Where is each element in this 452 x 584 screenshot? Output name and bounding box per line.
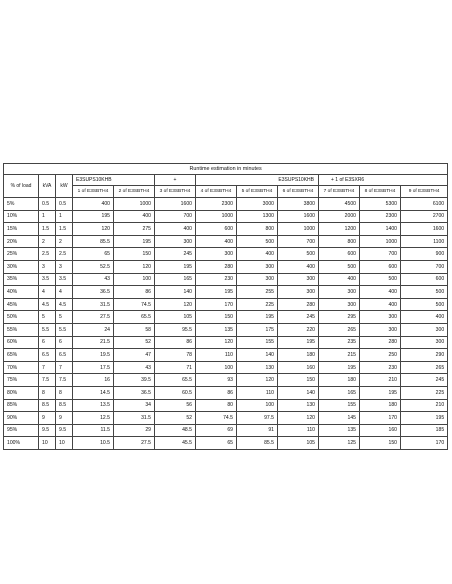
table-row	[4, 248, 448, 261]
runtime-cell: 39.5	[114, 374, 155, 387]
load-cell: 25%	[4, 248, 39, 261]
runtime-cell: 300	[360, 323, 401, 336]
kw-cell: 9	[56, 412, 73, 425]
load-cell: 100%	[4, 437, 39, 450]
runtime-cell: 295	[319, 311, 360, 324]
runtime-cell: 195	[278, 336, 319, 349]
runtime-cell: 500	[278, 248, 319, 261]
runtime-cell: 120	[237, 374, 278, 387]
runtime-cell: 245	[401, 374, 448, 387]
runtime-cell: 80	[196, 399, 237, 412]
kva-cell: 8.5	[39, 399, 56, 412]
kva-cell: 4.5	[39, 298, 56, 311]
load-cell: 75%	[4, 374, 39, 387]
runtime-cell: 150	[360, 437, 401, 450]
runtime-cell: 13.5	[73, 399, 114, 412]
table-row	[4, 336, 448, 349]
group-plus: +	[155, 175, 196, 186]
runtime-cell: 195	[155, 260, 196, 273]
runtime-cell: 24	[73, 323, 114, 336]
runtime-cell: 60.5	[155, 386, 196, 399]
runtime-cell: 48.5	[155, 424, 196, 437]
table-row	[4, 210, 448, 223]
runtime-cell: 69	[196, 424, 237, 437]
runtime-table	[3, 163, 448, 450]
runtime-cell: 1000	[196, 210, 237, 223]
kw-cell: 6	[56, 336, 73, 349]
runtime-cell: 280	[278, 298, 319, 311]
runtime-cell: 110	[196, 349, 237, 362]
runtime-cell: 300	[360, 311, 401, 324]
runtime-cell: 65	[196, 437, 237, 450]
runtime-cell: 600	[196, 223, 237, 236]
sub-header: 3 of E3SBTH4	[155, 186, 196, 198]
kw-cell: 0.5	[56, 198, 73, 211]
runtime-cell: 43	[114, 361, 155, 374]
sub-header: 4 of E3SBTH4	[196, 186, 237, 198]
runtime-cell: 93	[196, 374, 237, 387]
runtime-cell: 120	[196, 336, 237, 349]
runtime-cell: 220	[278, 323, 319, 336]
load-cell: 30%	[4, 260, 39, 273]
runtime-cell: 52.5	[73, 260, 114, 273]
kw-cell: 2.5	[56, 248, 73, 261]
runtime-cell: 180	[319, 374, 360, 387]
kva-cell: 7	[39, 361, 56, 374]
sub-header: 7 of E3SBTH4	[319, 186, 360, 198]
sub-header: 6 of E3SBTH4	[278, 186, 319, 198]
runtime-cell: 300	[278, 273, 319, 286]
load-cell: 5%	[4, 198, 39, 211]
runtime-cell: 100	[237, 399, 278, 412]
table-row	[4, 399, 448, 412]
runtime-cell: 265	[401, 361, 448, 374]
runtime-cell: 195	[114, 235, 155, 248]
runtime-cell: 155	[319, 399, 360, 412]
kw-cell: 5	[56, 311, 73, 324]
table-row	[4, 298, 448, 311]
runtime-cell: 175	[237, 323, 278, 336]
runtime-cell: 170	[360, 412, 401, 425]
runtime-cell: 100	[196, 361, 237, 374]
runtime-cell: 160	[278, 361, 319, 374]
runtime-cell: 21.5	[73, 336, 114, 349]
load-cell: 95%	[4, 424, 39, 437]
table-row	[4, 323, 448, 336]
runtime-cell: 290	[401, 349, 448, 362]
header-kva: kVA	[39, 175, 56, 198]
kva-cell: 5.5	[39, 323, 56, 336]
runtime-cell: 1100	[401, 235, 448, 248]
kw-cell: 9.5	[56, 424, 73, 437]
table-row	[4, 223, 448, 236]
runtime-cell: 280	[196, 260, 237, 273]
runtime-cell: 150	[278, 374, 319, 387]
runtime-cell: 1300	[237, 210, 278, 223]
runtime-cell: 300	[319, 298, 360, 311]
runtime-cell: 1600	[401, 223, 448, 236]
runtime-cell: 300	[237, 260, 278, 273]
runtime-cell: 150	[114, 248, 155, 261]
kva-cell: 3	[39, 260, 56, 273]
runtime-cell: 135	[196, 323, 237, 336]
runtime-cell: 165	[319, 386, 360, 399]
runtime-cell: 400	[401, 311, 448, 324]
runtime-cell: 155	[237, 336, 278, 349]
runtime-cell: 2700	[401, 210, 448, 223]
runtime-cell: 400	[319, 273, 360, 286]
runtime-cell: 400	[155, 223, 196, 236]
runtime-cell: 130	[278, 399, 319, 412]
runtime-cell: 16	[73, 374, 114, 387]
runtime-cell: 145	[319, 412, 360, 425]
runtime-cell: 700	[360, 248, 401, 261]
runtime-cell: 120	[73, 223, 114, 236]
runtime-cell: 27.5	[73, 311, 114, 324]
runtime-cell: 10.5	[73, 437, 114, 450]
runtime-cell: 265	[319, 323, 360, 336]
runtime-cell: 300	[155, 235, 196, 248]
runtime-cell: 86	[155, 336, 196, 349]
runtime-cell: 52	[155, 412, 196, 425]
runtime-cell: 36.5	[73, 286, 114, 299]
runtime-cell: 52	[114, 336, 155, 349]
kva-cell: 4	[39, 286, 56, 299]
load-cell: 90%	[4, 412, 39, 425]
table-row	[4, 286, 448, 299]
runtime-cell: 1000	[114, 198, 155, 211]
runtime-cell: 6100	[401, 198, 448, 211]
header-load: % of load	[4, 175, 39, 198]
sub-header: 5 of E3SBTH4	[237, 186, 278, 198]
load-cell: 65%	[4, 349, 39, 362]
runtime-cell: 110	[237, 386, 278, 399]
load-cell: 60%	[4, 336, 39, 349]
kw-cell: 4.5	[56, 298, 73, 311]
runtime-cell: 300	[401, 336, 448, 349]
runtime-cell: 140	[155, 286, 196, 299]
runtime-cell: 65.5	[114, 311, 155, 324]
kva-cell: 2	[39, 235, 56, 248]
group-model-2: E3SUPS10KHB	[196, 175, 319, 186]
load-cell: 35%	[4, 273, 39, 286]
runtime-cell: 185	[401, 424, 448, 437]
runtime-cell: 47	[114, 349, 155, 362]
kw-cell: 4	[56, 286, 73, 299]
runtime-cell: 100	[114, 273, 155, 286]
kw-cell: 7.5	[56, 374, 73, 387]
table-row	[4, 260, 448, 273]
kva-cell: 6	[39, 336, 56, 349]
runtime-cell: 3000	[237, 198, 278, 211]
runtime-cell: 900	[401, 248, 448, 261]
runtime-cell: 700	[278, 235, 319, 248]
runtime-cell: 85.5	[73, 235, 114, 248]
runtime-cell: 74.5	[114, 298, 155, 311]
load-cell: 85%	[4, 399, 39, 412]
load-cell: 50%	[4, 311, 39, 324]
runtime-cell: 85.5	[237, 437, 278, 450]
table-row	[4, 198, 448, 211]
runtime-cell: 1200	[319, 223, 360, 236]
runtime-cell: 500	[401, 298, 448, 311]
runtime-cell: 58	[114, 323, 155, 336]
load-cell: 80%	[4, 386, 39, 399]
runtime-cell: 180	[278, 349, 319, 362]
runtime-cell: 275	[114, 223, 155, 236]
runtime-cell: 1000	[278, 223, 319, 236]
runtime-cell: 400	[196, 235, 237, 248]
runtime-cell: 1000	[360, 235, 401, 248]
runtime-cell: 300	[401, 323, 448, 336]
runtime-cell: 31.5	[114, 412, 155, 425]
runtime-cell: 130	[237, 361, 278, 374]
table-row	[4, 412, 448, 425]
runtime-cell: 210	[360, 374, 401, 387]
table-row	[4, 386, 448, 399]
runtime-cell: 71	[155, 361, 196, 374]
runtime-cell: 140	[237, 349, 278, 362]
runtime-cell: 1600	[278, 210, 319, 223]
runtime-cell: 120	[278, 412, 319, 425]
runtime-table-container	[3, 163, 447, 450]
runtime-cell: 245	[155, 248, 196, 261]
runtime-cell: 500	[360, 273, 401, 286]
runtime-cell: 78	[155, 349, 196, 362]
table-row	[4, 311, 448, 324]
kw-cell: 8	[56, 386, 73, 399]
runtime-cell: 170	[196, 298, 237, 311]
runtime-cell: 235	[319, 336, 360, 349]
sub-header: 2 of E3SBTH4	[114, 186, 155, 198]
kw-cell: 7	[56, 361, 73, 374]
runtime-cell: 230	[360, 361, 401, 374]
runtime-cell: 135	[319, 424, 360, 437]
kva-cell: 9	[39, 412, 56, 425]
runtime-cell: 700	[155, 210, 196, 223]
kva-cell: 1	[39, 210, 56, 223]
runtime-cell: 4500	[319, 198, 360, 211]
runtime-cell: 45.5	[155, 437, 196, 450]
runtime-cell: 29	[114, 424, 155, 437]
runtime-cell: 500	[319, 260, 360, 273]
runtime-cell: 125	[319, 437, 360, 450]
runtime-cell: 36.5	[114, 386, 155, 399]
runtime-cell: 800	[237, 223, 278, 236]
runtime-cell: 43	[73, 273, 114, 286]
runtime-cell: 500	[401, 286, 448, 299]
runtime-cell: 195	[73, 210, 114, 223]
runtime-cell: 150	[196, 311, 237, 324]
runtime-cell: 105	[155, 311, 196, 324]
runtime-cell: 65	[73, 248, 114, 261]
kva-cell: 0.5	[39, 198, 56, 211]
kw-cell: 2	[56, 235, 73, 248]
table-row	[4, 374, 448, 387]
runtime-cell: 74.5	[196, 412, 237, 425]
runtime-cell: 17.5	[73, 361, 114, 374]
table-row	[4, 273, 448, 286]
kva-cell: 7.5	[39, 374, 56, 387]
runtime-cell: 195	[237, 311, 278, 324]
group-model-1: E3SUPS10KHB	[73, 175, 155, 186]
runtime-cell: 56	[155, 399, 196, 412]
runtime-cell: 280	[360, 336, 401, 349]
runtime-cell: 300	[278, 286, 319, 299]
header-kw: kW	[56, 175, 73, 198]
runtime-cell: 95.5	[155, 323, 196, 336]
runtime-cell: 34	[114, 399, 155, 412]
runtime-cell: 165	[155, 273, 196, 286]
runtime-cell: 500	[237, 235, 278, 248]
runtime-cell: 65.5	[155, 374, 196, 387]
runtime-cell: 180	[360, 399, 401, 412]
runtime-cell: 86	[196, 386, 237, 399]
kva-cell: 1.5	[39, 223, 56, 236]
runtime-cell: 1400	[360, 223, 401, 236]
kva-cell: 6.5	[39, 349, 56, 362]
runtime-cell: 400	[360, 298, 401, 311]
runtime-cell: 120	[155, 298, 196, 311]
table-row	[4, 424, 448, 437]
runtime-cell: 400	[278, 260, 319, 273]
runtime-cell: 31.5	[73, 298, 114, 311]
kw-cell: 10	[56, 437, 73, 450]
load-cell: 15%	[4, 223, 39, 236]
runtime-cell: 5300	[360, 198, 401, 211]
runtime-cell: 225	[237, 298, 278, 311]
runtime-cell: 600	[360, 260, 401, 273]
kw-cell: 1	[56, 210, 73, 223]
table-row	[4, 361, 448, 374]
runtime-cell: 600	[319, 248, 360, 261]
runtime-cell: 140	[278, 386, 319, 399]
kw-cell: 5.5	[56, 323, 73, 336]
runtime-cell: 245	[278, 311, 319, 324]
runtime-cell: 120	[114, 260, 155, 273]
load-cell: 45%	[4, 298, 39, 311]
runtime-cell: 600	[401, 273, 448, 286]
runtime-cell: 86	[114, 286, 155, 299]
runtime-cell: 300	[319, 286, 360, 299]
kw-cell: 3	[56, 260, 73, 273]
runtime-cell: 250	[360, 349, 401, 362]
kw-cell: 6.5	[56, 349, 73, 362]
load-cell: 55%	[4, 323, 39, 336]
runtime-cell: 225	[401, 386, 448, 399]
runtime-cell: 400	[360, 286, 401, 299]
table-title: Runtime estimation in minutes	[4, 164, 448, 175]
runtime-cell: 400	[237, 248, 278, 261]
runtime-cell: 2300	[360, 210, 401, 223]
runtime-cell: 400	[114, 210, 155, 223]
kva-cell: 2.5	[39, 248, 56, 261]
sub-header: 8 of E3SBTH4	[360, 186, 401, 198]
runtime-cell: 215	[319, 349, 360, 362]
runtime-cell: 255	[237, 286, 278, 299]
runtime-cell: 300	[237, 273, 278, 286]
group-rack: + 1 of E3SXR6	[319, 175, 448, 186]
kw-cell: 1.5	[56, 223, 73, 236]
kva-cell: 5	[39, 311, 56, 324]
sub-header: 9 of E3SBTH4	[401, 186, 448, 198]
sub-header: 1 of E3SBTH4	[73, 186, 114, 198]
kw-cell: 8.5	[56, 399, 73, 412]
runtime-cell: 300	[196, 248, 237, 261]
runtime-cell: 105	[278, 437, 319, 450]
table-row	[4, 235, 448, 248]
runtime-cell: 195	[319, 361, 360, 374]
runtime-cell: 2300	[196, 198, 237, 211]
kva-cell: 3.5	[39, 273, 56, 286]
runtime-cell: 700	[401, 260, 448, 273]
runtime-cell: 210	[401, 399, 448, 412]
table-row	[4, 437, 448, 450]
table-row	[4, 349, 448, 362]
runtime-cell: 97.5	[237, 412, 278, 425]
load-cell: 70%	[4, 361, 39, 374]
runtime-cell: 3800	[278, 198, 319, 211]
runtime-cell: 230	[196, 273, 237, 286]
table-body	[4, 198, 448, 450]
kva-cell: 9.5	[39, 424, 56, 437]
kva-cell: 10	[39, 437, 56, 450]
runtime-cell: 195	[196, 286, 237, 299]
runtime-cell: 11.5	[73, 424, 114, 437]
runtime-cell: 91	[237, 424, 278, 437]
runtime-cell: 195	[360, 386, 401, 399]
load-cell: 10%	[4, 210, 39, 223]
runtime-cell: 160	[360, 424, 401, 437]
load-cell: 20%	[4, 235, 39, 248]
runtime-cell: 12.5	[73, 412, 114, 425]
kw-cell: 3.5	[56, 273, 73, 286]
runtime-cell: 170	[401, 437, 448, 450]
runtime-cell: 2000	[319, 210, 360, 223]
runtime-cell: 195	[401, 412, 448, 425]
runtime-cell: 400	[73, 198, 114, 211]
load-cell: 40%	[4, 286, 39, 299]
runtime-cell: 14.5	[73, 386, 114, 399]
runtime-cell: 27.5	[114, 437, 155, 450]
kva-cell: 8	[39, 386, 56, 399]
runtime-cell: 110	[278, 424, 319, 437]
runtime-cell: 19.5	[73, 349, 114, 362]
runtime-cell: 1600	[155, 198, 196, 211]
runtime-cell: 800	[319, 235, 360, 248]
